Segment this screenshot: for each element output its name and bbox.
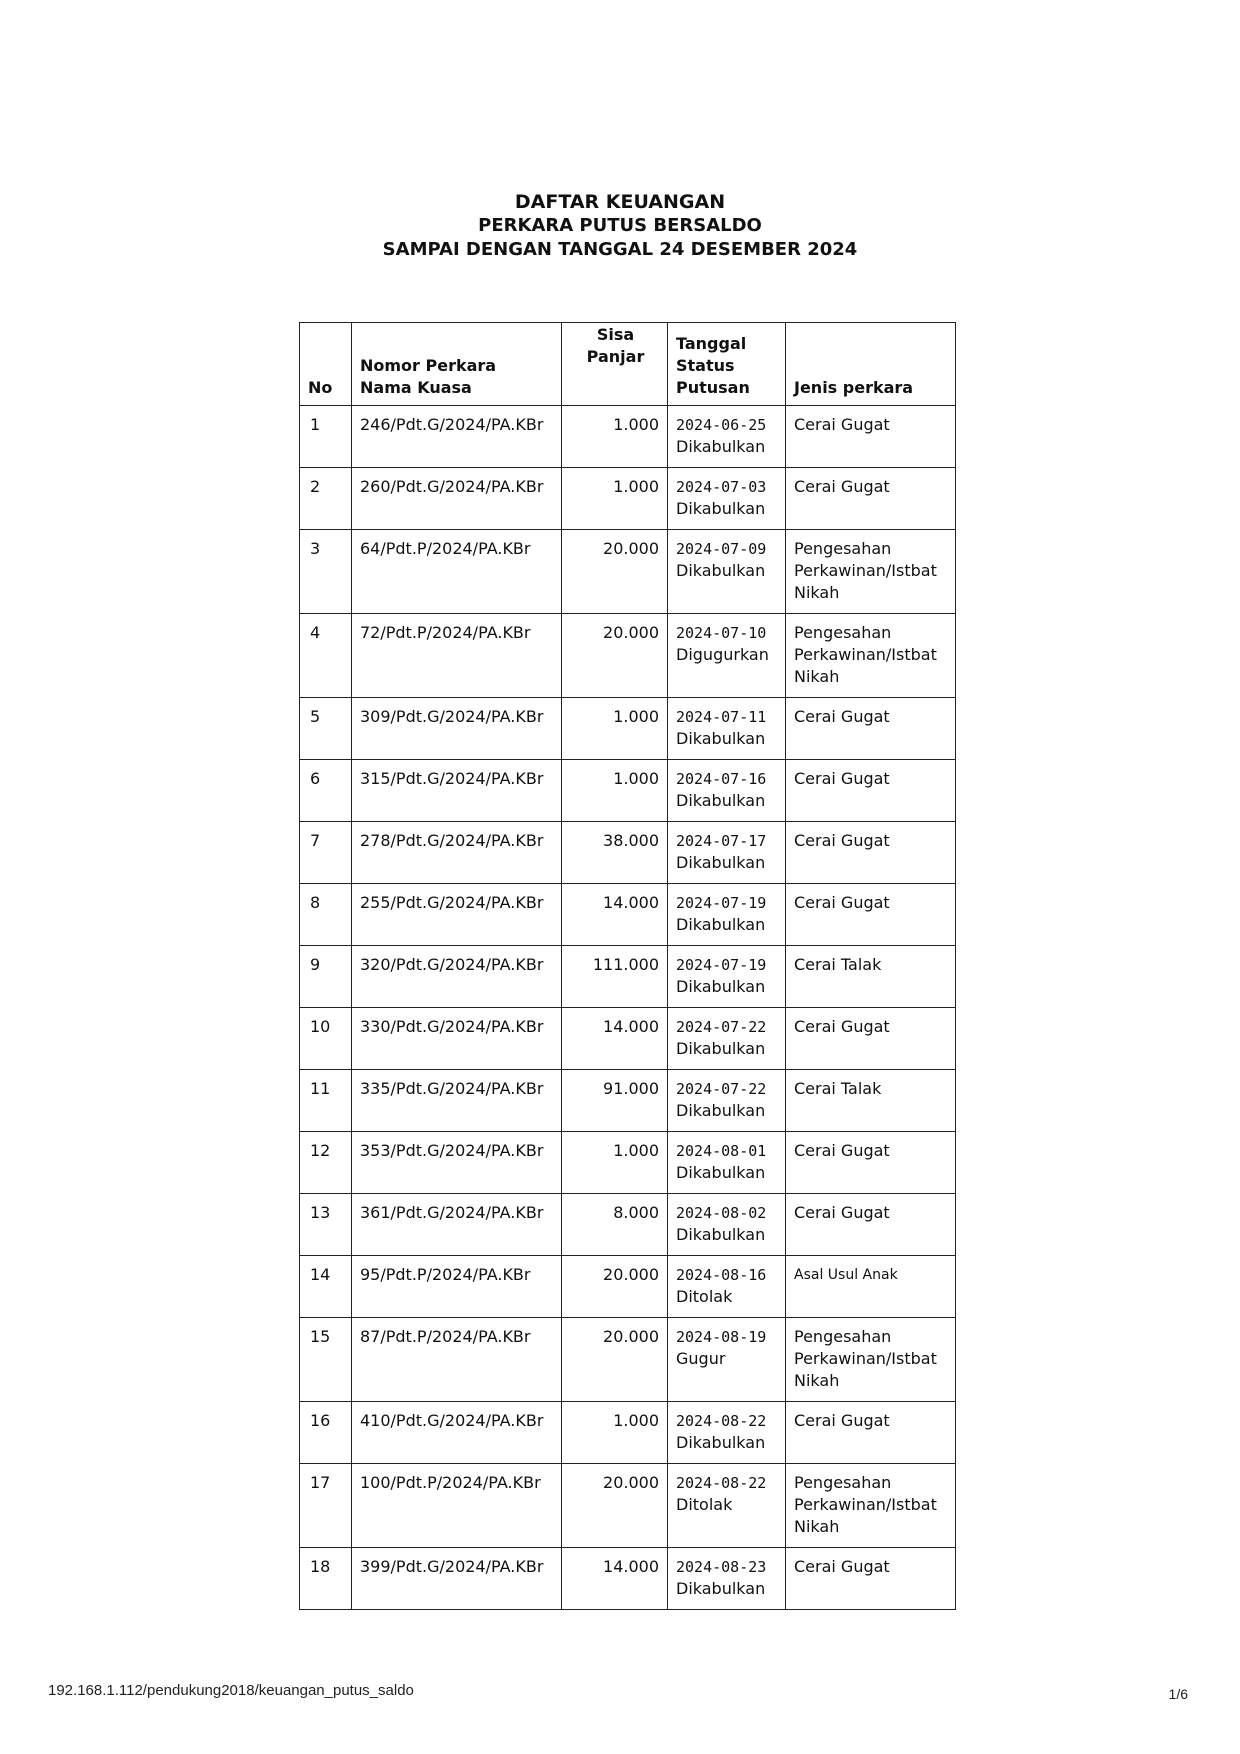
decision-date: 2024-08-19: [676, 1328, 767, 1346]
cell-tanggal-status: [668, 530, 786, 614]
table-row: [300, 468, 956, 530]
decision-status: Dikabulkan: [676, 437, 766, 456]
table-row: [300, 698, 956, 760]
cell-no: 7: [300, 822, 352, 884]
cell-nomor-perkara: 255/Pdt.G/2024/PA.KBr: [352, 884, 562, 946]
cell-no: 10: [300, 1008, 352, 1070]
decision-status: Ditolak: [676, 1287, 733, 1306]
table-row: [300, 1132, 956, 1194]
table-row: [300, 530, 956, 614]
cell-jenis-perkara: Cerai Gugat: [786, 760, 956, 822]
cell-nomor-perkara: 278/Pdt.G/2024/PA.KBr: [352, 822, 562, 884]
decision-status: Digugurkan: [676, 645, 769, 664]
decision-date: 2024-07-17: [676, 832, 767, 850]
decision-status: Dikabulkan: [676, 791, 766, 810]
decision-date: 2024-08-02: [676, 1204, 767, 1222]
cell-jenis-perkara: Pengesahan Perkawinan/Istbat Nikah: [786, 1464, 956, 1548]
cell-no: 3: [300, 530, 352, 614]
table-row: [300, 946, 956, 1008]
decision-status: Ditolak: [676, 1495, 733, 1514]
cell-jenis-perkara: Cerai Gugat: [786, 1008, 956, 1070]
cell-jenis-perkara: Cerai Gugat: [786, 1548, 956, 1610]
table-row: [300, 884, 956, 946]
cell-nomor-perkara: 95/Pdt.P/2024/PA.KBr: [352, 1256, 562, 1318]
cell-tanggal-status: [668, 1256, 786, 1318]
cell-no: 4: [300, 614, 352, 698]
cell-sisa-panjar: 1.000: [562, 698, 668, 760]
cell-tanggal-status: [668, 1070, 786, 1132]
cell-sisa-panjar: 1.000: [562, 760, 668, 822]
cell-jenis-perkara: Cerai Gugat: [786, 822, 956, 884]
document-date-line: SAMPAI DENGAN TANGGAL 24 DESEMBER 2024: [382, 239, 858, 260]
cell-tanggal-status: [668, 1132, 786, 1194]
cell-jenis-perkara: Pengesahan Perkawinan/Istbat Nikah: [786, 530, 956, 614]
header-no: No: [300, 323, 352, 406]
decision-status: Dikabulkan: [676, 1433, 766, 1452]
cell-tanggal-status: [668, 1194, 786, 1256]
decision-date: 2024-08-22: [676, 1412, 767, 1430]
document-title-block: [0, 190, 1240, 262]
table-row: [300, 614, 956, 698]
cell-nomor-perkara: 72/Pdt.P/2024/PA.KBr: [352, 614, 562, 698]
cell-tanggal-status: [668, 822, 786, 884]
decision-status: Dikabulkan: [676, 1163, 766, 1182]
decision-date: 2024-07-19: [676, 956, 767, 974]
cell-jenis-perkara: Pengesahan Perkawinan/Istbat Nikah: [786, 614, 956, 698]
cell-nomor-perkara: 353/Pdt.G/2024/PA.KBr: [352, 1132, 562, 1194]
cell-nomor-perkara: 399/Pdt.G/2024/PA.KBr: [352, 1548, 562, 1610]
cell-tanggal-status: [668, 1464, 786, 1548]
cell-tanggal-status: [668, 946, 786, 1008]
cell-no: 5: [300, 698, 352, 760]
cell-sisa-panjar: 14.000: [562, 1008, 668, 1070]
cell-no: 11: [300, 1070, 352, 1132]
cell-sisa-panjar: 20.000: [562, 530, 668, 614]
cell-sisa-panjar: 38.000: [562, 822, 668, 884]
cell-jenis-perkara: Cerai Gugat: [786, 1132, 956, 1194]
cell-sisa-panjar: 91.000: [562, 1070, 668, 1132]
cell-sisa-panjar: 20.000: [562, 614, 668, 698]
cell-jenis-perkara: Cerai Gugat: [786, 1194, 956, 1256]
table-row: [300, 406, 956, 468]
cell-jenis-perkara: Cerai Gugat: [786, 1402, 956, 1464]
cell-no: 16: [300, 1402, 352, 1464]
cell-nomor-perkara: 330/Pdt.G/2024/PA.KBr: [352, 1008, 562, 1070]
cell-no: 9: [300, 946, 352, 1008]
cell-tanggal-status: [668, 468, 786, 530]
table-row: [300, 1256, 956, 1318]
cell-sisa-panjar: 111.000: [562, 946, 668, 1008]
cell-nomor-perkara: 335/Pdt.G/2024/PA.KBr: [352, 1070, 562, 1132]
cell-no: 13: [300, 1194, 352, 1256]
decision-date: 2024-07-09: [676, 540, 767, 558]
cell-no: 6: [300, 760, 352, 822]
cell-jenis-perkara: Cerai Gugat: [786, 884, 956, 946]
table-row: [300, 760, 956, 822]
cell-sisa-panjar: 1.000: [562, 1402, 668, 1464]
cell-tanggal-status: [668, 760, 786, 822]
table-row: [300, 822, 956, 884]
cell-jenis-perkara: Cerai Talak: [786, 1070, 956, 1132]
decision-status: Dikabulkan: [676, 977, 766, 996]
decision-date: 2024-07-16: [676, 770, 767, 788]
decision-date: 2024-07-22: [676, 1080, 767, 1098]
decision-date: 2024-07-22: [676, 1018, 767, 1036]
cell-tanggal-status: [668, 614, 786, 698]
decision-status: Gugur: [676, 1349, 726, 1368]
decision-date: 2024-07-19: [676, 894, 767, 912]
cell-nomor-perkara: 87/Pdt.P/2024/PA.KBr: [352, 1318, 562, 1402]
cell-nomor-perkara: 410/Pdt.G/2024/PA.KBr: [352, 1402, 562, 1464]
cell-no: 17: [300, 1464, 352, 1548]
cell-sisa-panjar: 14.000: [562, 884, 668, 946]
cell-no: 12: [300, 1132, 352, 1194]
header-tanggal-status: Tanggal Status Putusan: [668, 323, 786, 406]
cell-nomor-perkara: 320/Pdt.G/2024/PA.KBr: [352, 946, 562, 1008]
cell-sisa-panjar: 1.000: [562, 468, 668, 530]
decision-status: Dikabulkan: [676, 499, 766, 518]
decision-status: Dikabulkan: [676, 915, 766, 934]
table-row: [300, 1008, 956, 1070]
cell-nomor-perkara: 309/Pdt.G/2024/PA.KBr: [352, 698, 562, 760]
cell-tanggal-status: [668, 1008, 786, 1070]
cell-jenis-perkara: Pengesahan Perkawinan/Istbat Nikah: [786, 1318, 956, 1402]
cell-tanggal-status: [668, 1318, 786, 1402]
decision-status: Dikabulkan: [676, 1579, 766, 1598]
cell-no: 8: [300, 884, 352, 946]
table-row: [300, 1548, 956, 1610]
document-subtitle: PERKARA PUTUS BERSALDO: [478, 215, 762, 236]
cell-no: 1: [300, 406, 352, 468]
cell-sisa-panjar: 8.000: [562, 1194, 668, 1256]
cell-tanggal-status: [668, 1402, 786, 1464]
cell-jenis-perkara: Asal Usul Anak: [786, 1256, 956, 1318]
decision-date: 2024-08-22: [676, 1474, 767, 1492]
cell-tanggal-status: [668, 884, 786, 946]
footer-url: 192.168.1.112/pendukung2018/keuangan_putus_saldo: [48, 1682, 414, 1699]
table-row: [300, 1402, 956, 1464]
cell-sisa-panjar: 20.000: [562, 1318, 668, 1402]
header-jenis-perkara: Jenis perkara: [786, 323, 956, 406]
cell-jenis-perkara: Cerai Gugat: [786, 698, 956, 760]
cell-sisa-panjar: 1.000: [562, 1132, 668, 1194]
decision-status: Dikabulkan: [676, 1225, 766, 1244]
cell-nomor-perkara: 361/Pdt.G/2024/PA.KBr: [352, 1194, 562, 1256]
header-nomor-perkara: Nomor Perkara Nama Kuasa: [352, 323, 562, 406]
cell-sisa-panjar: 1.000: [562, 406, 668, 468]
table-row: [300, 1318, 956, 1402]
decision-date: 2024-08-01: [676, 1142, 767, 1160]
decision-status: Dikabulkan: [676, 1039, 766, 1058]
table-row: [300, 1464, 956, 1548]
cell-no: 14: [300, 1256, 352, 1318]
cell-nomor-perkara: 246/Pdt.G/2024/PA.KBr: [352, 406, 562, 468]
cell-sisa-panjar: 20.000: [562, 1464, 668, 1548]
decision-date: 2024-06-25: [676, 416, 767, 434]
decision-date: 2024-08-16: [676, 1266, 767, 1284]
table-row: [300, 1194, 956, 1256]
document-title: DAFTAR KEUANGAN: [514, 191, 726, 213]
cell-tanggal-status: [668, 698, 786, 760]
decision-date: 2024-07-03: [676, 478, 767, 496]
cell-jenis-perkara: Cerai Talak: [786, 946, 956, 1008]
decision-date: 2024-08-23: [676, 1558, 767, 1576]
decision-status: Dikabulkan: [676, 729, 766, 748]
decision-date: 2024-07-11: [676, 708, 767, 726]
cell-nomor-perkara: 260/Pdt.G/2024/PA.KBr: [352, 468, 562, 530]
cell-nomor-perkara: 100/Pdt.P/2024/PA.KBr: [352, 1464, 562, 1548]
cell-jenis-perkara: Cerai Gugat: [786, 406, 956, 468]
decision-date: 2024-07-10: [676, 624, 767, 642]
cell-no: 2: [300, 468, 352, 530]
table-row: [300, 1070, 956, 1132]
header-sisa-panjar: Sisa Panjar: [562, 323, 668, 406]
page-number: 1/6: [1168, 1686, 1188, 1702]
cell-jenis-perkara: Cerai Gugat: [786, 468, 956, 530]
cell-tanggal-status: [668, 1548, 786, 1610]
cell-nomor-perkara: 64/Pdt.P/2024/PA.KBr: [352, 530, 562, 614]
decision-status: Dikabulkan: [676, 561, 766, 580]
cell-tanggal-status: [668, 406, 786, 468]
cell-nomor-perkara: 315/Pdt.G/2024/PA.KBr: [352, 760, 562, 822]
table-body: [300, 406, 956, 1610]
table-header: [300, 323, 956, 406]
decision-status: Dikabulkan: [676, 853, 766, 872]
cell-no: 15: [300, 1318, 352, 1402]
cell-sisa-panjar: 20.000: [562, 1256, 668, 1318]
finance-table: [299, 322, 956, 1610]
cell-sisa-panjar: 14.000: [562, 1548, 668, 1610]
cell-no: 18: [300, 1548, 352, 1610]
decision-status: Dikabulkan: [676, 1101, 766, 1120]
